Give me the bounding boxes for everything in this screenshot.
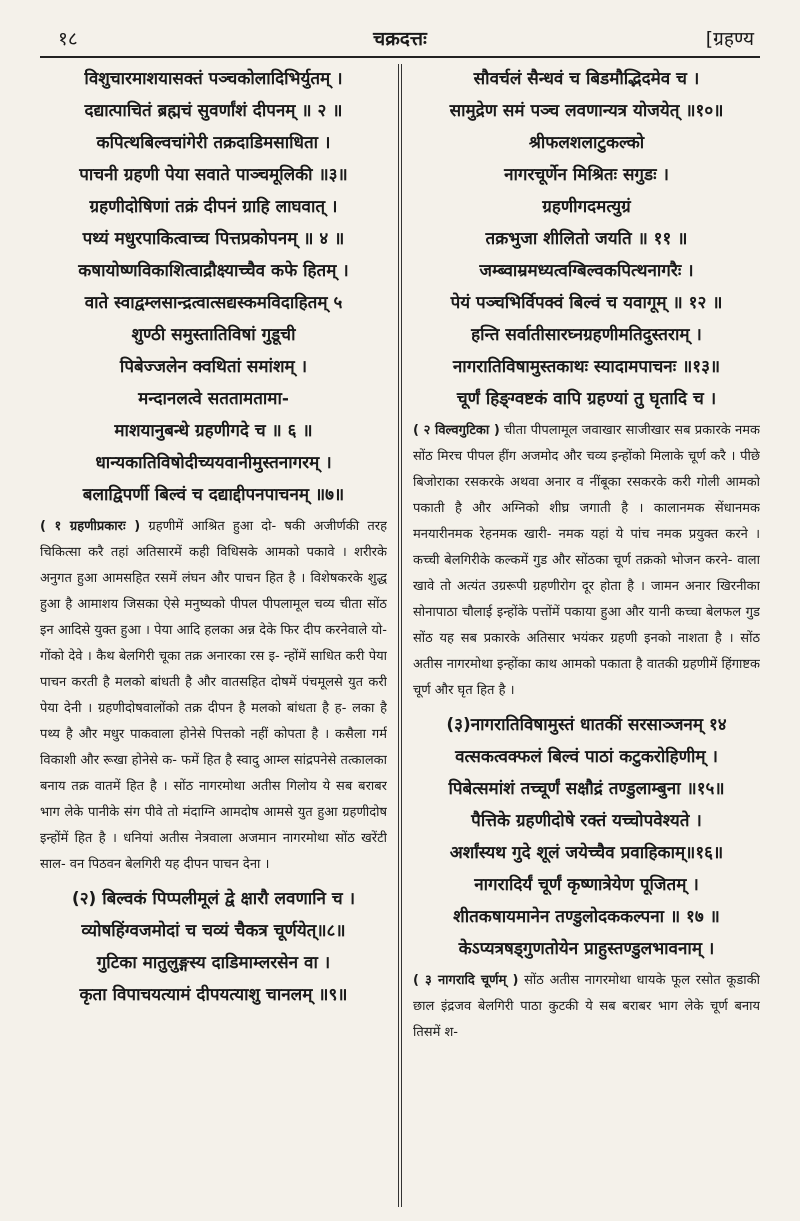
verse-line: व्योषहिंग्वजमोदां च चव्यं चैकत्र चूर्णयेत्॥८॥: [81, 921, 346, 941]
verse-line: मन्दानलत्वे सततामतामा-: [138, 389, 289, 409]
commentary-marker: ( ३ नागरादि चूर्णम् ): [413, 973, 519, 988]
verse-line: श्रीफलशलाटुकल्को: [528, 133, 645, 153]
commentary-paragraph: [413, 418, 760, 704]
verse-line: सामुद्रेण समं पञ्च लवणान्यत्र योजयेत् ॥१०॥: [449, 101, 724, 121]
commentary-text: ग्रहणीमें आश्रित हुआ दो- षकी अजीर्णकी तरह चिकित्सा करै तहां अतिसारमें कही विधिसके आमको पकावे । शरीरके अनुगत हुआ आमसहित रसमें लंघन और पाचन हित है । विशेषकरके शुद्ध हुआ है आमाशय जिसका ऐसे मनुष्यको पीपल पीपलामूल चव्य चीता सोंठ इन आदिसे युक्त हुआ । पेया आदि हलका अन्न देके फिर दीप करनेवाले यो- गोंको देवे । कैथ बेलगिरी चूका तक्र अनारका रस इ- न्होंमें साधित करी पेया पाचन करती है मलको बांधती है और वातसहित दोषमें पंचमूलसे युत करी पेया देनी । ग्रहणीदोषवालोंको तक्र दीपन है मलको बांधता है ह- लका है पथ्य है और मधुर पाकवाला होनेसे पित्तको नहीं कोपता है । कसैला गर्म विकाशी और रूखा होनेसे क- फमें हित है स्वादु आम्ल सांद्रपनेसे तत्कालका बनाय तक्र वातमें हित है । सोंठ नागरमोथा अतीस गिलोय ये सब बराबर भाग लेके पानीके संग पीवे तो मंदाग्नि आमदोष आमसे युत हुआ ग्रहणीदोष इन्होंमें हित है । धनियां अतीस नेत्रवाला अजमान नागरमोथा सोंठ खरेंटी साल- वन पिठवन बेलगिरी यह दीपन पाचन देना ।: [40, 519, 387, 872]
two-column-body: [40, 64, 760, 1207]
verse-line: अर्शांस्यथ गुदे शूलं जयेच्चैव प्रवाहिकाम्॥१६॥: [449, 843, 724, 863]
verse-line: पैत्तिके ग्रहणीदोषे रक्तं यच्चोपवेश्यते ।: [471, 811, 702, 831]
verse-line: पिबेत्समांशं तच्चूर्णं सक्षौद्रं तण्डुलाम्बुना ॥१५॥: [448, 779, 725, 799]
verse-line: बलाद्विपर्णी बिल्वं च दद्याद्दीपनपाचनम् ॥७॥: [82, 485, 345, 505]
verse-line: पाचनी ग्रहणी पेया सवाते पाञ्चमूलिकी ॥३॥: [79, 165, 348, 185]
verse-line: शीतकषायमानेन तण्डुलोदककल्पना ॥ १७ ॥: [453, 907, 720, 927]
right-column: [413, 64, 760, 1207]
verse-block: [40, 64, 387, 510]
left-column: [40, 64, 387, 1207]
verse-line: (२) बिल्वकं पिप्पलीमूलं द्वे क्षारौ लवणानि च ।: [71, 889, 356, 909]
verse-line: शुण्ठी समुस्तातिविषां गुडूची: [131, 325, 296, 345]
verse-line: पथ्यं मधुरपाकित्वाच्च पित्तप्रकोपनम् ॥ ४ ॥: [82, 229, 345, 249]
section-label: [ग्रहण्य: [705, 28, 754, 50]
verse-line: कषायोष्णविकाशित्वाद्रौक्ष्याच्चैव कफे हितम् ।: [78, 261, 349, 281]
verse-line: हन्ति सर्वातीसारघ्नग्रहणीमतिदुस्तराम् ।: [471, 325, 702, 345]
verse-line: पेयं पञ्चभिर्विपक्वं बिल्वं च यवागूम् ॥ १२ ॥: [450, 293, 723, 313]
verse-block: [413, 64, 760, 414]
verse-line: गुटिका मातुलुङ्गस्य दाडिमाम्लरसेन वा ।: [96, 953, 331, 973]
verse-line: चूर्णं हिङ्ग्वष्टकं वापि ग्रहण्यां तु घृतादि च ।: [456, 389, 717, 409]
verse-line: नागरातिविषामुस्तकाथः स्यादामपाचनः ॥१३॥: [452, 357, 721, 377]
verse-line: सौवर्चलं सैन्धवं च बिडमौद्भिदमेव च ।: [473, 69, 700, 89]
verse-line: वत्सकत्वक्फलं बिल्वं पाठां कटुकरोहिणीम् ।: [455, 747, 718, 767]
verse-line: वाते स्वाद्वम्लसान्द्रत्वात्सद्यस्कमविदाहितम् ५: [84, 293, 343, 313]
verse-line: नागरादिर्यं चूर्णं कृष्णात्रेयेण पूजितम् ।: [474, 875, 699, 895]
running-title: चक्रदत्तः: [373, 28, 427, 50]
verse-line: कृता विपाचयत्यामं दीपयत्याशु चानलम् ॥९॥: [79, 985, 348, 1005]
verse-block: [40, 884, 387, 1010]
page-number: १८: [58, 28, 78, 50]
page-header: [40, 22, 760, 58]
book-page: [40, 22, 760, 1207]
commentary-marker: ( १ ग्रहणीप्रकारः ): [40, 519, 141, 534]
verse-line: कपित्थबिल्वचांगेरी तक्रदाडिमसाधिता ।: [96, 133, 331, 153]
verse-line: ग्रहणीदोषिणां तक्रं दीपनं ग्राहि लाघवात् ।: [89, 197, 338, 217]
verse-line: केऽप्यत्रषड्गुणतोयेन प्राहुस्तण्डुलभावनाम् ।: [458, 939, 715, 959]
commentary-paragraph: [40, 514, 387, 878]
verse-line: दद्यात्पाचितं ब्रह्मचं सुवर्णांशं दीपनम् ॥ २ ॥: [84, 101, 343, 121]
verse-line: जम्ब्वाम्रमध्यत्वग्बिल्वकपित्थनागरैः ।: [479, 261, 694, 281]
verse-line: माशयानुबन्धे ग्रहणीगदे च ॥ ६ ॥: [114, 421, 313, 441]
verse-line: नागरचूर्णेन मिश्रितः सगुडः ।: [504, 165, 669, 185]
verse-line: धान्यकातिविषोदीच्ययवानीमुस्तनागरम् ।: [95, 453, 332, 473]
verse-block: [413, 710, 760, 964]
commentary-text: चीता पीपलामूल जवाखार साजीखार सब प्रकारके नमक सोंठ मिरच पीपल हींग अजमोद और चव्य इन्होंको मिलाके चूर्ण करै । पीछे बिजोराका रसकरके अथवा अनार व नींबूका रसकरके करी गोली आमको पकाती है और अग्निको शीघ्र जगाती है । कालानमक सेंधानमक मनयारीनमक रेहनमक खारी- नमक यहां ये पांच नमक प्रयुक्त करने । कच्ची बेलगिरीके कल्कमें गुड और सोंठका चूर्ण तक्रको भोजन करने- वाला खावे तो अत्यंत उग्ररूपी ग्रहणीरोग दूर होता है । जामन अनार खिरनीका सोनापाठा चौलाई इन्होंके पत्तोंमें पकाया हुआ और यानी कच्चा बेलफल गुड सोंठ यह सब प्रकारके अतिसार भयंकर ग्रहणी इनको नाशता है । सोंठ अतीस नागरमोथा इन्होंका काथ आमको पकाता है वातकी ग्रहणीमें हिंगाष्टक चूर्ण और घृत हित है ।: [413, 423, 760, 698]
verse-line: पिबेज्जलेन क्वथितां समांशम् ।: [119, 357, 308, 377]
verse-line: विशुचारमाशयासक्तं पञ्चकोलादिभिर्युतम् ।: [84, 69, 343, 89]
verse-line: (३)नागरातिविषामुस्तं धातकीं सरसाञ्जनम् १४: [446, 715, 727, 735]
commentary-text: सोंठ अतीस नागरमोथा धायके फूल रसोत कूडाकी छाल इंद्रजव बेलगिरी पाठा कुटकी ये सब बराबर भाग लेके चूर्ण बनाय तिसमें श-: [413, 973, 760, 1040]
verse-line: ग्रहणीगदमत्युग्रं: [542, 197, 631, 217]
verse-line: तक्रभुजा शीलितो जयति ॥ ११ ॥: [485, 229, 688, 249]
column-divider: [398, 64, 399, 1207]
commentary-marker: ( २ विल्वगुटिका ): [413, 423, 500, 438]
commentary-paragraph: [413, 968, 760, 1046]
